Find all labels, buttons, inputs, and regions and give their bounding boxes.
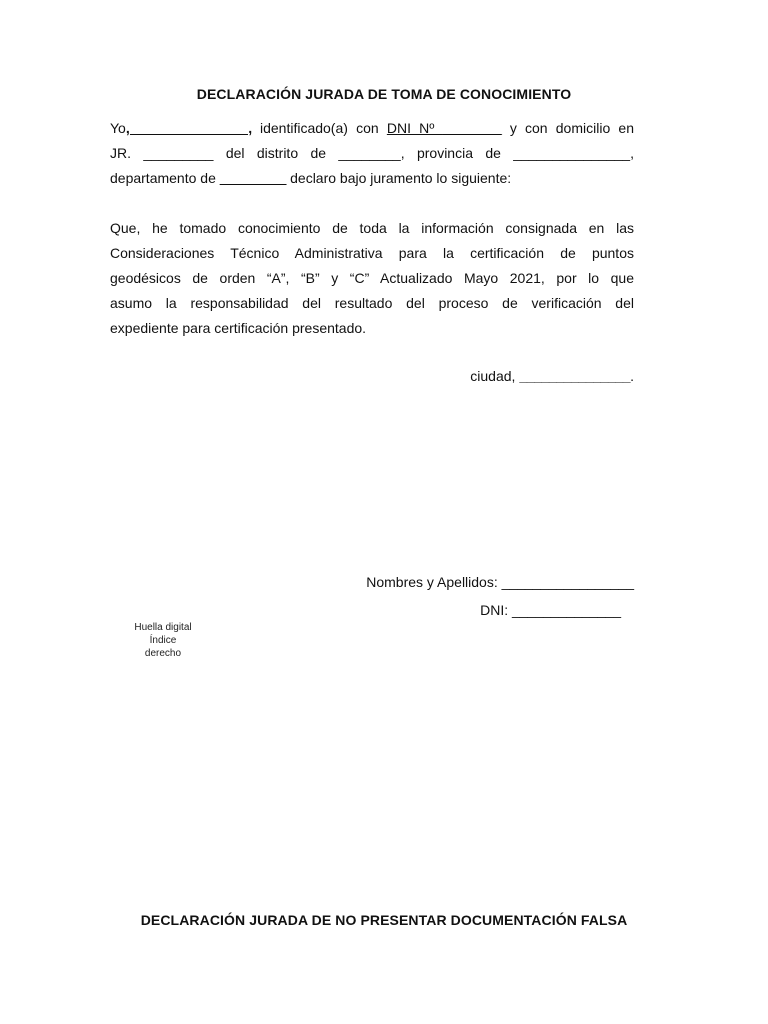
- departamento-text: departamento de: [110, 170, 220, 186]
- second-document-title: DECLARACIÓN JURADA DE NO PRESENTAR DOCUMENTACIÓN FALSA: [140, 912, 628, 928]
- declaro-text: declaro bajo juramento lo siguiente:: [286, 170, 512, 186]
- dni-label: DNI Nº: [386, 120, 443, 136]
- ciudad-label: ciudad,: [470, 368, 520, 384]
- departamento-blank: _________: [219, 170, 287, 186]
- acknowledgment-line-2: Consideraciones Técnico Administrativa para la certificación de puntos: [110, 245, 634, 261]
- signature-name-line: Nombres y Apellidos: _________________: [366, 574, 634, 590]
- acknowledgment-paragraph: [110, 216, 634, 341]
- yo-text: Yo: [110, 120, 126, 136]
- thumbprint-line-3: derecho: [144, 648, 182, 659]
- identificado-text: identificado(a) con: [251, 120, 387, 136]
- thumbprint-line-2: Índice: [149, 635, 177, 646]
- acknowledgment-line-5: expediente para certificación presentado.: [110, 320, 367, 336]
- thumbprint-line-1: Huella digital: [134, 622, 192, 633]
- jr-text: JR. _________ del distrito de ________, provincia de _______________,: [110, 145, 634, 161]
- acknowledgment-line-4: asumo la responsabilidad del resultado del proceso de verificación del: [110, 295, 634, 311]
- domicilio-text: y con domicilio en: [501, 120, 634, 136]
- document-title: DECLARACIÓN JURADA DE TOMA DE CONOCIMIENTO: [196, 86, 572, 102]
- ciudad-end: .: [630, 368, 634, 384]
- signature-dni-line: DNI: ______________: [480, 602, 621, 618]
- ciudad-blank: _______________: [519, 368, 631, 384]
- thumbprint-label: [118, 621, 208, 660]
- declaration-line-2: [110, 141, 634, 166]
- acknowledgment-line-1: Que, he tomado conocimiento de toda la información consignada en las: [110, 220, 634, 236]
- declaration-line-1: [110, 116, 634, 141]
- declaration-line-3: [110, 166, 634, 191]
- ciudad-line: [470, 368, 634, 384]
- dni-blank: ________: [442, 120, 502, 136]
- name-blank: , ______________ ,: [125, 120, 252, 136]
- declaration-paragraph: [110, 116, 634, 191]
- acknowledgment-line-3: geodésicos de orden “A”, “B” y “C” Actualizado Mayo 2021, por lo que: [110, 270, 634, 286]
